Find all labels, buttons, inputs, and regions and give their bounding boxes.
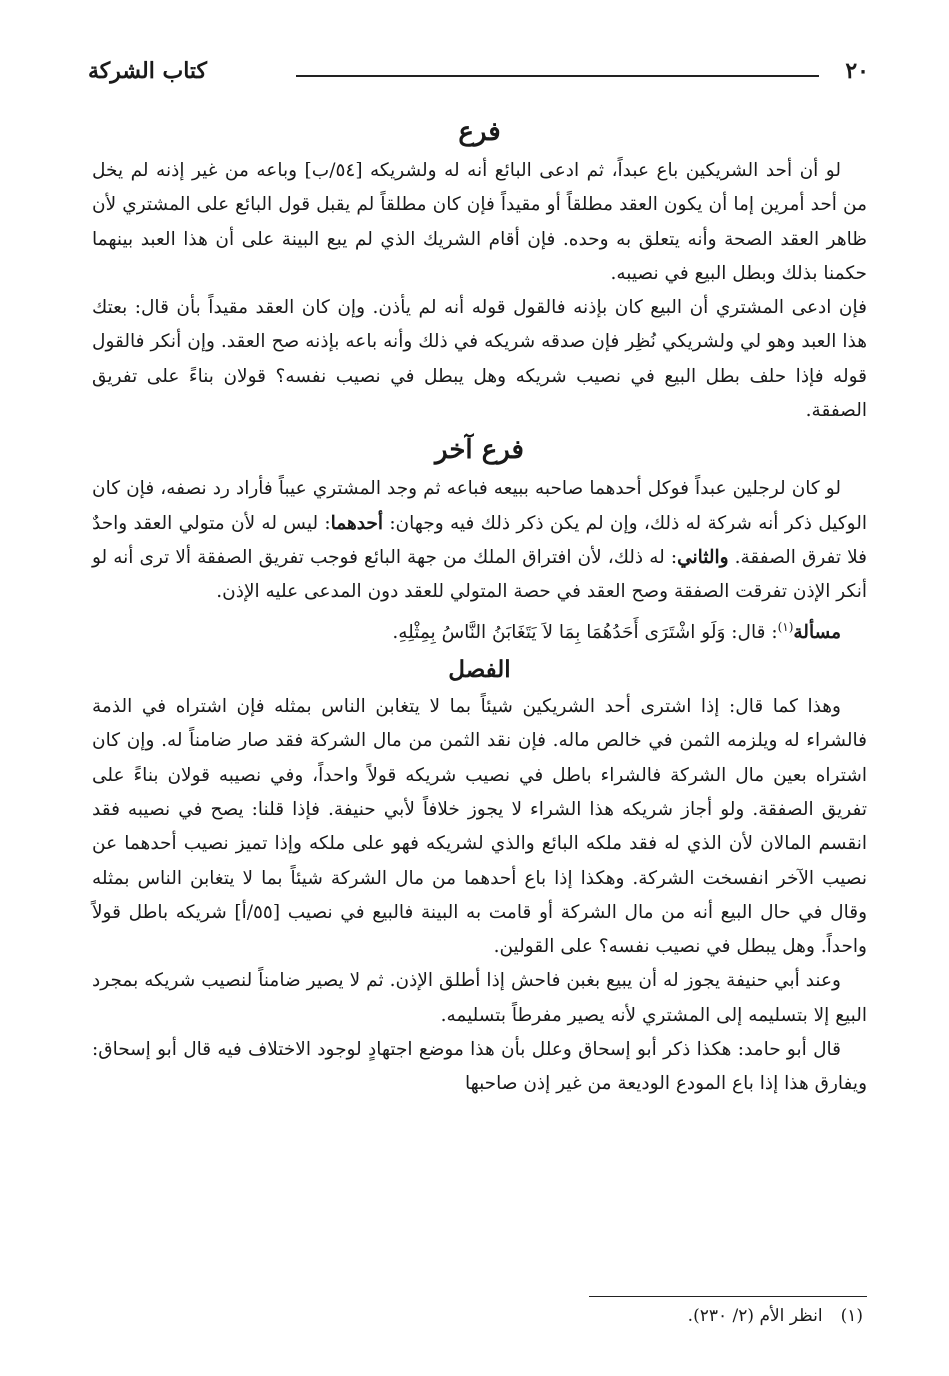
section-heading: فرع	[458, 117, 501, 147]
footnote-rule	[589, 1296, 867, 1297]
section-heading: الفصل	[448, 656, 511, 684]
paragraph-text: : له ذلك، لأن افتراق الملك من جهة البائع فوجب تفريق الصفقة ألا ترى أنه لو أنكر الإذن تفرقت الصفقة وصح العقد في حصة المتولي للعقد دون المدعى عليه الإذن.	[92, 546, 867, 603]
running-header	[88, 58, 869, 88]
first-view-label: أحدهما	[330, 512, 383, 534]
masala-paragraph	[92, 610, 867, 650]
second-view-label: والثاني	[677, 546, 729, 568]
paragraph-text: لو كان لرجلين عبداً فوكل أحدهما صاحبه ببيعه فباعه ثم وجد المشتري عيباً فأراد رد نصفه، فإن كان الوكيل ذكر أنه شركة له ذلك، وإن لم يكن ذكر ذلك فيه وجهان:	[92, 478, 867, 534]
footnote-number: (١)	[840, 1306, 863, 1326]
section-heading: فرع آخر	[435, 435, 524, 466]
paragraph: لو أن أحد الشريكين باع عبداً، ثم ادعى البائع أنه له ولشريكه [٥٤/ب] وباعه من غير إذنه لم يخل من أحد أمرين إما أن يكون العقد مطلقاً أو مقيداً فإن كان مطلقاً لم يقبل قول البائع على المشتري لأن ظاهر العقد الصحة وأنه يتعلق به وحده. فإن أقام الشريك الذي لم يبع البينة على أن هذا العبد بينهما حكمنا بذلك وبطل البيع في نصيبه.	[92, 160, 867, 284]
paragraph: وعند أبي حنيفة يجوز له أن يبيع بغبن فاحش إذا أطلق الإذن. ثم لا يصير ضامناً لنصيب شريكه بمجرد البيع إلا بتسليمه إلى المشتري لأنه يصير مفرطاً بتسليمه.	[92, 970, 867, 1026]
header-rule	[296, 75, 819, 77]
footnote-text: انظر الأم (٢/ ٢٣٠).	[687, 1306, 823, 1326]
page-number: ٢٠	[845, 58, 869, 84]
paragraph: فإن ادعى المشتري أن البيع كان بإذنه فالقول قوله أنه لم يأذن. وإن كان العقد مقيداً بأن قال: بعتك هذا العبد وهو لي ولشريكي نُظِر فإن صدقه شريكه في ذلك وأنه باعه بإذنه صح العقد. وإن أنكر فالقول قوله فإذا حلف بطل البيع في نصيب شريكه وهل يبطل في نصيب نفسه؟ قولان بناءً على تفريق الصفقة.	[92, 297, 867, 422]
book-title: كتاب الشركة	[88, 58, 208, 84]
masala-text: : قال: وَلَو اشْتَرَى أَحَدُهُمَا بِمَا لاَ يَتَغَابَنُ النَّاسُ بِمِثْلِهِ.	[392, 621, 778, 643]
paragraph: قال أبو حامد: هكذا ذكر أبو إسحاق وعلل بأن هذا موضع اجتهادٍ لوجود الاختلاف فيه قال أبو إسحاق: ويفارق هذا إذا باع المودع الوديعة من غير إذن صاحبها	[92, 1038, 867, 1095]
page-body	[92, 110, 867, 1102]
masala-label: مسألة	[793, 621, 841, 643]
paragraph: وهذا كما قال: إذا اشترى أحد الشريكين شيئاً بما لا يتغابن الناس بمثله فإن اشتراه في الذمة فالشراء له ويلزمه الثمن في خالص ماله. فإن نقد الثمن من مال الشركة فقد صار ضامناً له. وإن كان اشتراه بعين مال الشركة فالشراء باطل في نصيب شريكه قولاً واحداً، وفي نصيبه قولان بناءً على تفريق الصفقة. ولو أجاز شريكه هذا الشراء لا يجوز خلافاً لأبي حنيفة. فإذا قلنا: يصح في نصيبه فقد انقسم المالان لأن الذي له فقد ملكه البائع والذي لشريكه فهو على ملكه وإذا تميز نصيب أحدهما عن نصيب الآخر انفسخت الشركة. وهكذا إذا باع أحدهما من مال الشركة شيئاً بما لا يتغابن الناس بمثله وقال في حال البيع أنه من مال الشركة أو قامت به البينة فالبيع في نصيب [٥٥/أ] شريكه باطل قولاً واحداً. وهل يبطل في نصيب نفسه؟ على القولين.	[92, 696, 867, 958]
paragraph-text: : ليس له لأن متولي العقد واحدٌ فلا تفرق الصفقة.	[92, 512, 867, 568]
footnote-marker: (١)	[777, 619, 794, 634]
paragraph	[92, 472, 867, 609]
footnote	[688, 1306, 863, 1326]
